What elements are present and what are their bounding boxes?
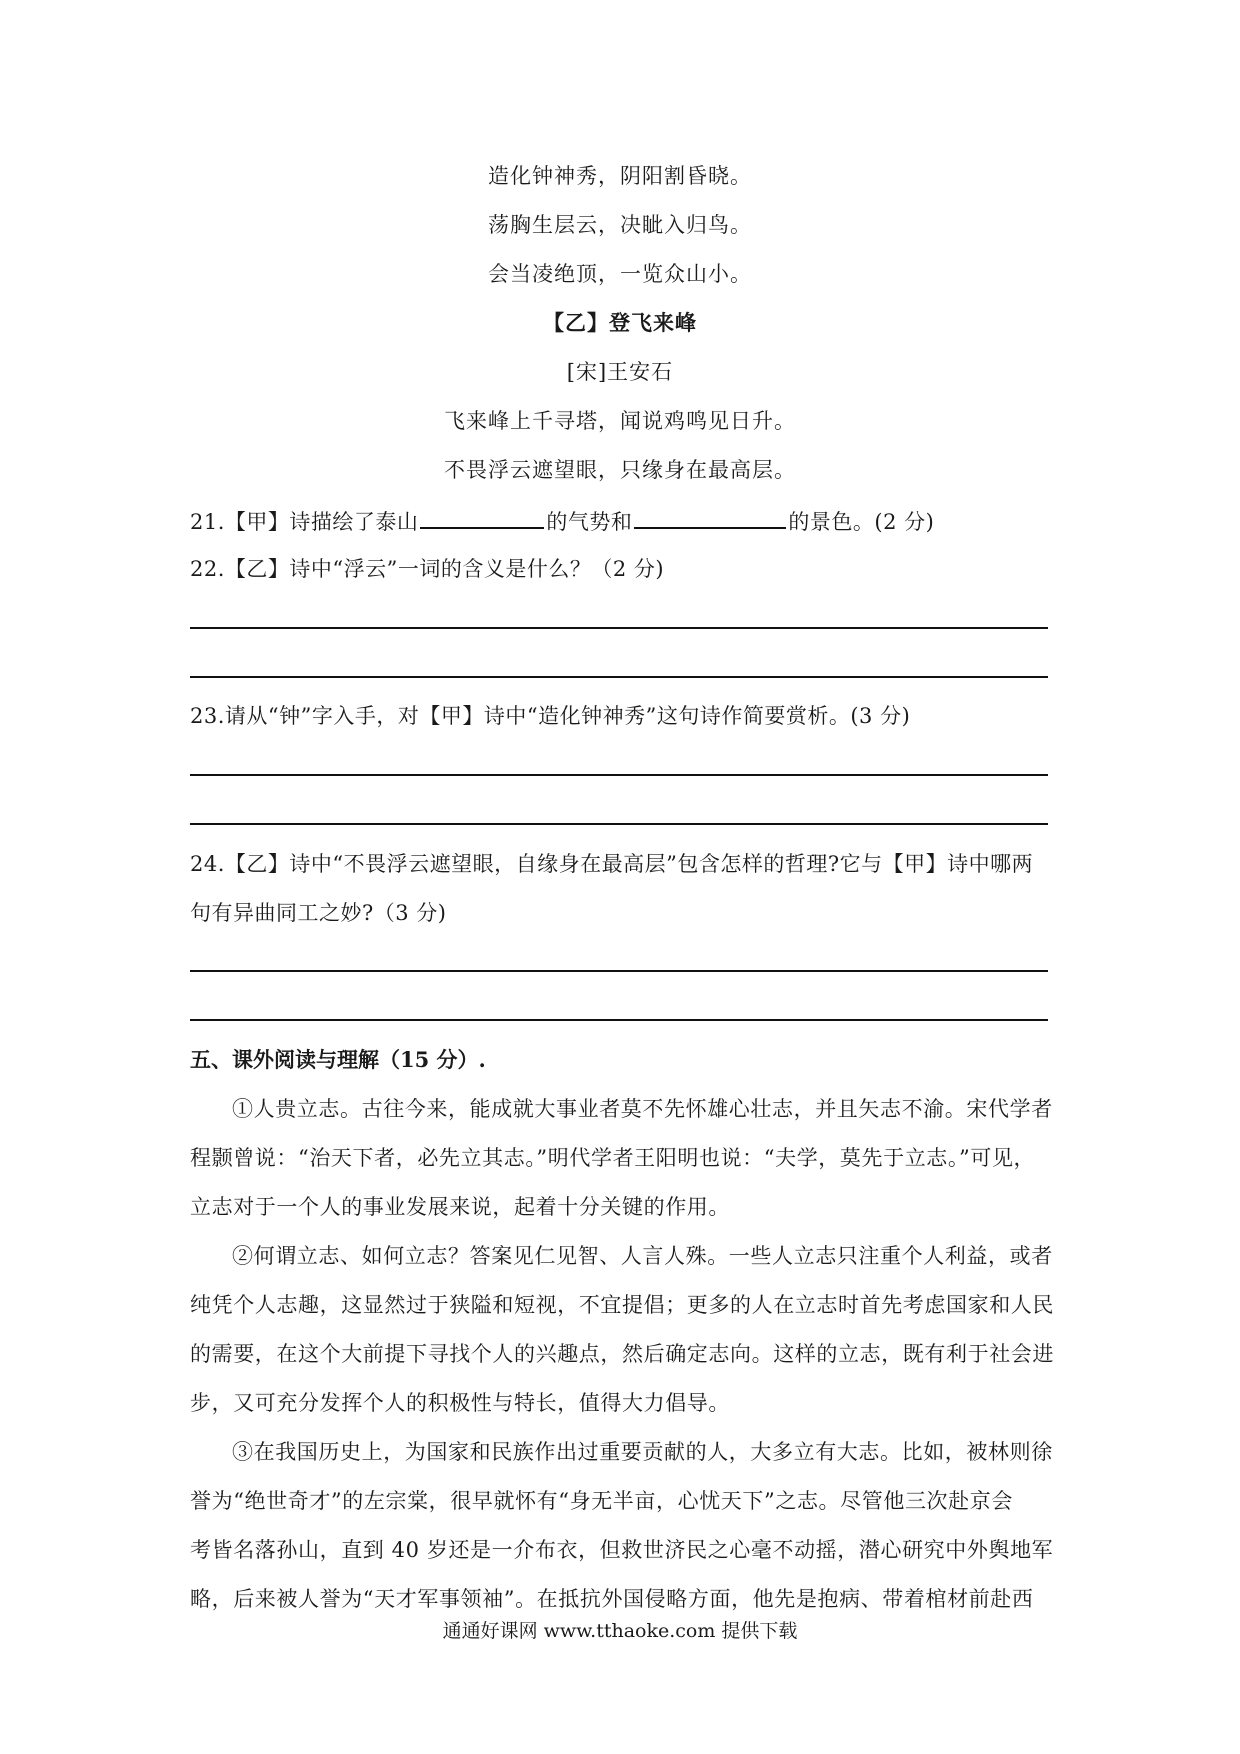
passage-line: 的需要，在这个大前提下寻找个人的兴趣点，然后确定志向。这样的立志，既有利于社会进 (190, 1342, 1054, 1366)
question-23: 23.请从“钟”字入手，对【甲】诗中“造化钟神秀”这句诗作简要赏析。(3 分) (190, 704, 911, 728)
poem-jia-line-2: 荡胸生层云，决眦入归鸟。 (488, 213, 752, 237)
answer-line-22-2[interactable] (190, 676, 1048, 678)
section-5-title: 五、课外阅读与理解（15 分）. (190, 1047, 486, 1072)
poem-yi-author: [宋]王安石 (566, 360, 674, 384)
answer-line-23-1[interactable] (190, 774, 1048, 776)
question-24-line-2: 句有异曲同工之妙?（3 分) (190, 901, 447, 925)
passage-line: ②何谓立志、如何立志？答案见仁见智、人言人殊。一些人立志只注重个人利益，或者 (232, 1244, 1053, 1268)
passage-line: 誉为“绝世奇才”的左宗棠，很早就怀有“身无半亩，心忧天下”之志。尽管他三次赴京会 (190, 1489, 1013, 1513)
passage-line: 立志对于一个人的事业发展来说，起着十分关键的作用。 (190, 1195, 730, 1219)
passage-line: ①人贵立志。古往今来，能成就大事业者莫不先怀雄心壮志，并且矢志不渝。宋代学者 (232, 1097, 1053, 1121)
question-22: 22.【乙】诗中“浮云”一词的含义是什么？（2 分) (190, 557, 665, 581)
passage-line: 略，后来被人誉为“天才军事领袖”。在抵抗外国侵略方面，他先是抱病、带着棺材前赴西 (190, 1587, 1034, 1611)
passage-line: 程颢曾说：“治天下者，必先立其志。”明代学者王阳明也说：“夫学，莫先于立志。”可见， (190, 1146, 1036, 1170)
question-24-line-1: 24.【乙】诗中“不畏浮云遮望眼，自缘身在最高层”包含怎样的哲理?它与【甲】诗中哪两 (190, 852, 1034, 876)
poem-yi-title: 【乙】登飞来峰 (543, 310, 697, 335)
poem-yi-line-2: 不畏浮云遮望眼，只缘身在最高层。 (444, 458, 796, 482)
question-21 (190, 505, 934, 536)
poem-yi-line-1: 飞来峰上千寻塔，闻说鸡鸣见日升。 (444, 409, 796, 433)
question-21-part1: 21.【甲】诗描绘了泰山 (190, 510, 419, 534)
question-21-part3: 的景色。(2 分) (788, 510, 935, 534)
answer-line-22-1[interactable] (190, 627, 1048, 629)
passage-line: 步，又可充分发挥个人的积极性与特长，值得大力倡导。 (190, 1391, 730, 1415)
question-21-part2: 的气势和 (546, 510, 633, 534)
passage-line: 纯凭个人志趣，这显然过于狭隘和短视，不宜提倡；更多的人在立志时首先考虑国家和人民 (190, 1293, 1054, 1317)
answer-line-24-2[interactable] (190, 1019, 1048, 1021)
passage-line: ③在我国历史上，为国家和民族作出过重要贡献的人，大多立有大志。比如，被林则徐 (232, 1440, 1053, 1464)
answer-line-23-2[interactable] (190, 823, 1048, 825)
poem-jia-line-1: 造化钟神秀，阴阳割昏晓。 (488, 164, 752, 188)
answer-line-24-1[interactable] (190, 970, 1048, 972)
footer-download-note: 通通好课网 www.tthaoke.com 提供下载 (442, 1620, 798, 1642)
passage-line: 考皆名落孙山，直到 40 岁还是一介布衣，但救世济民之心毫不动摇，潜心研究中外舆地军 (190, 1538, 1054, 1562)
poem-jia-line-3: 会当凌绝顶，一览众山小。 (488, 262, 752, 286)
question-21-blank-1[interactable] (420, 505, 544, 529)
question-21-blank-2[interactable] (634, 505, 786, 529)
